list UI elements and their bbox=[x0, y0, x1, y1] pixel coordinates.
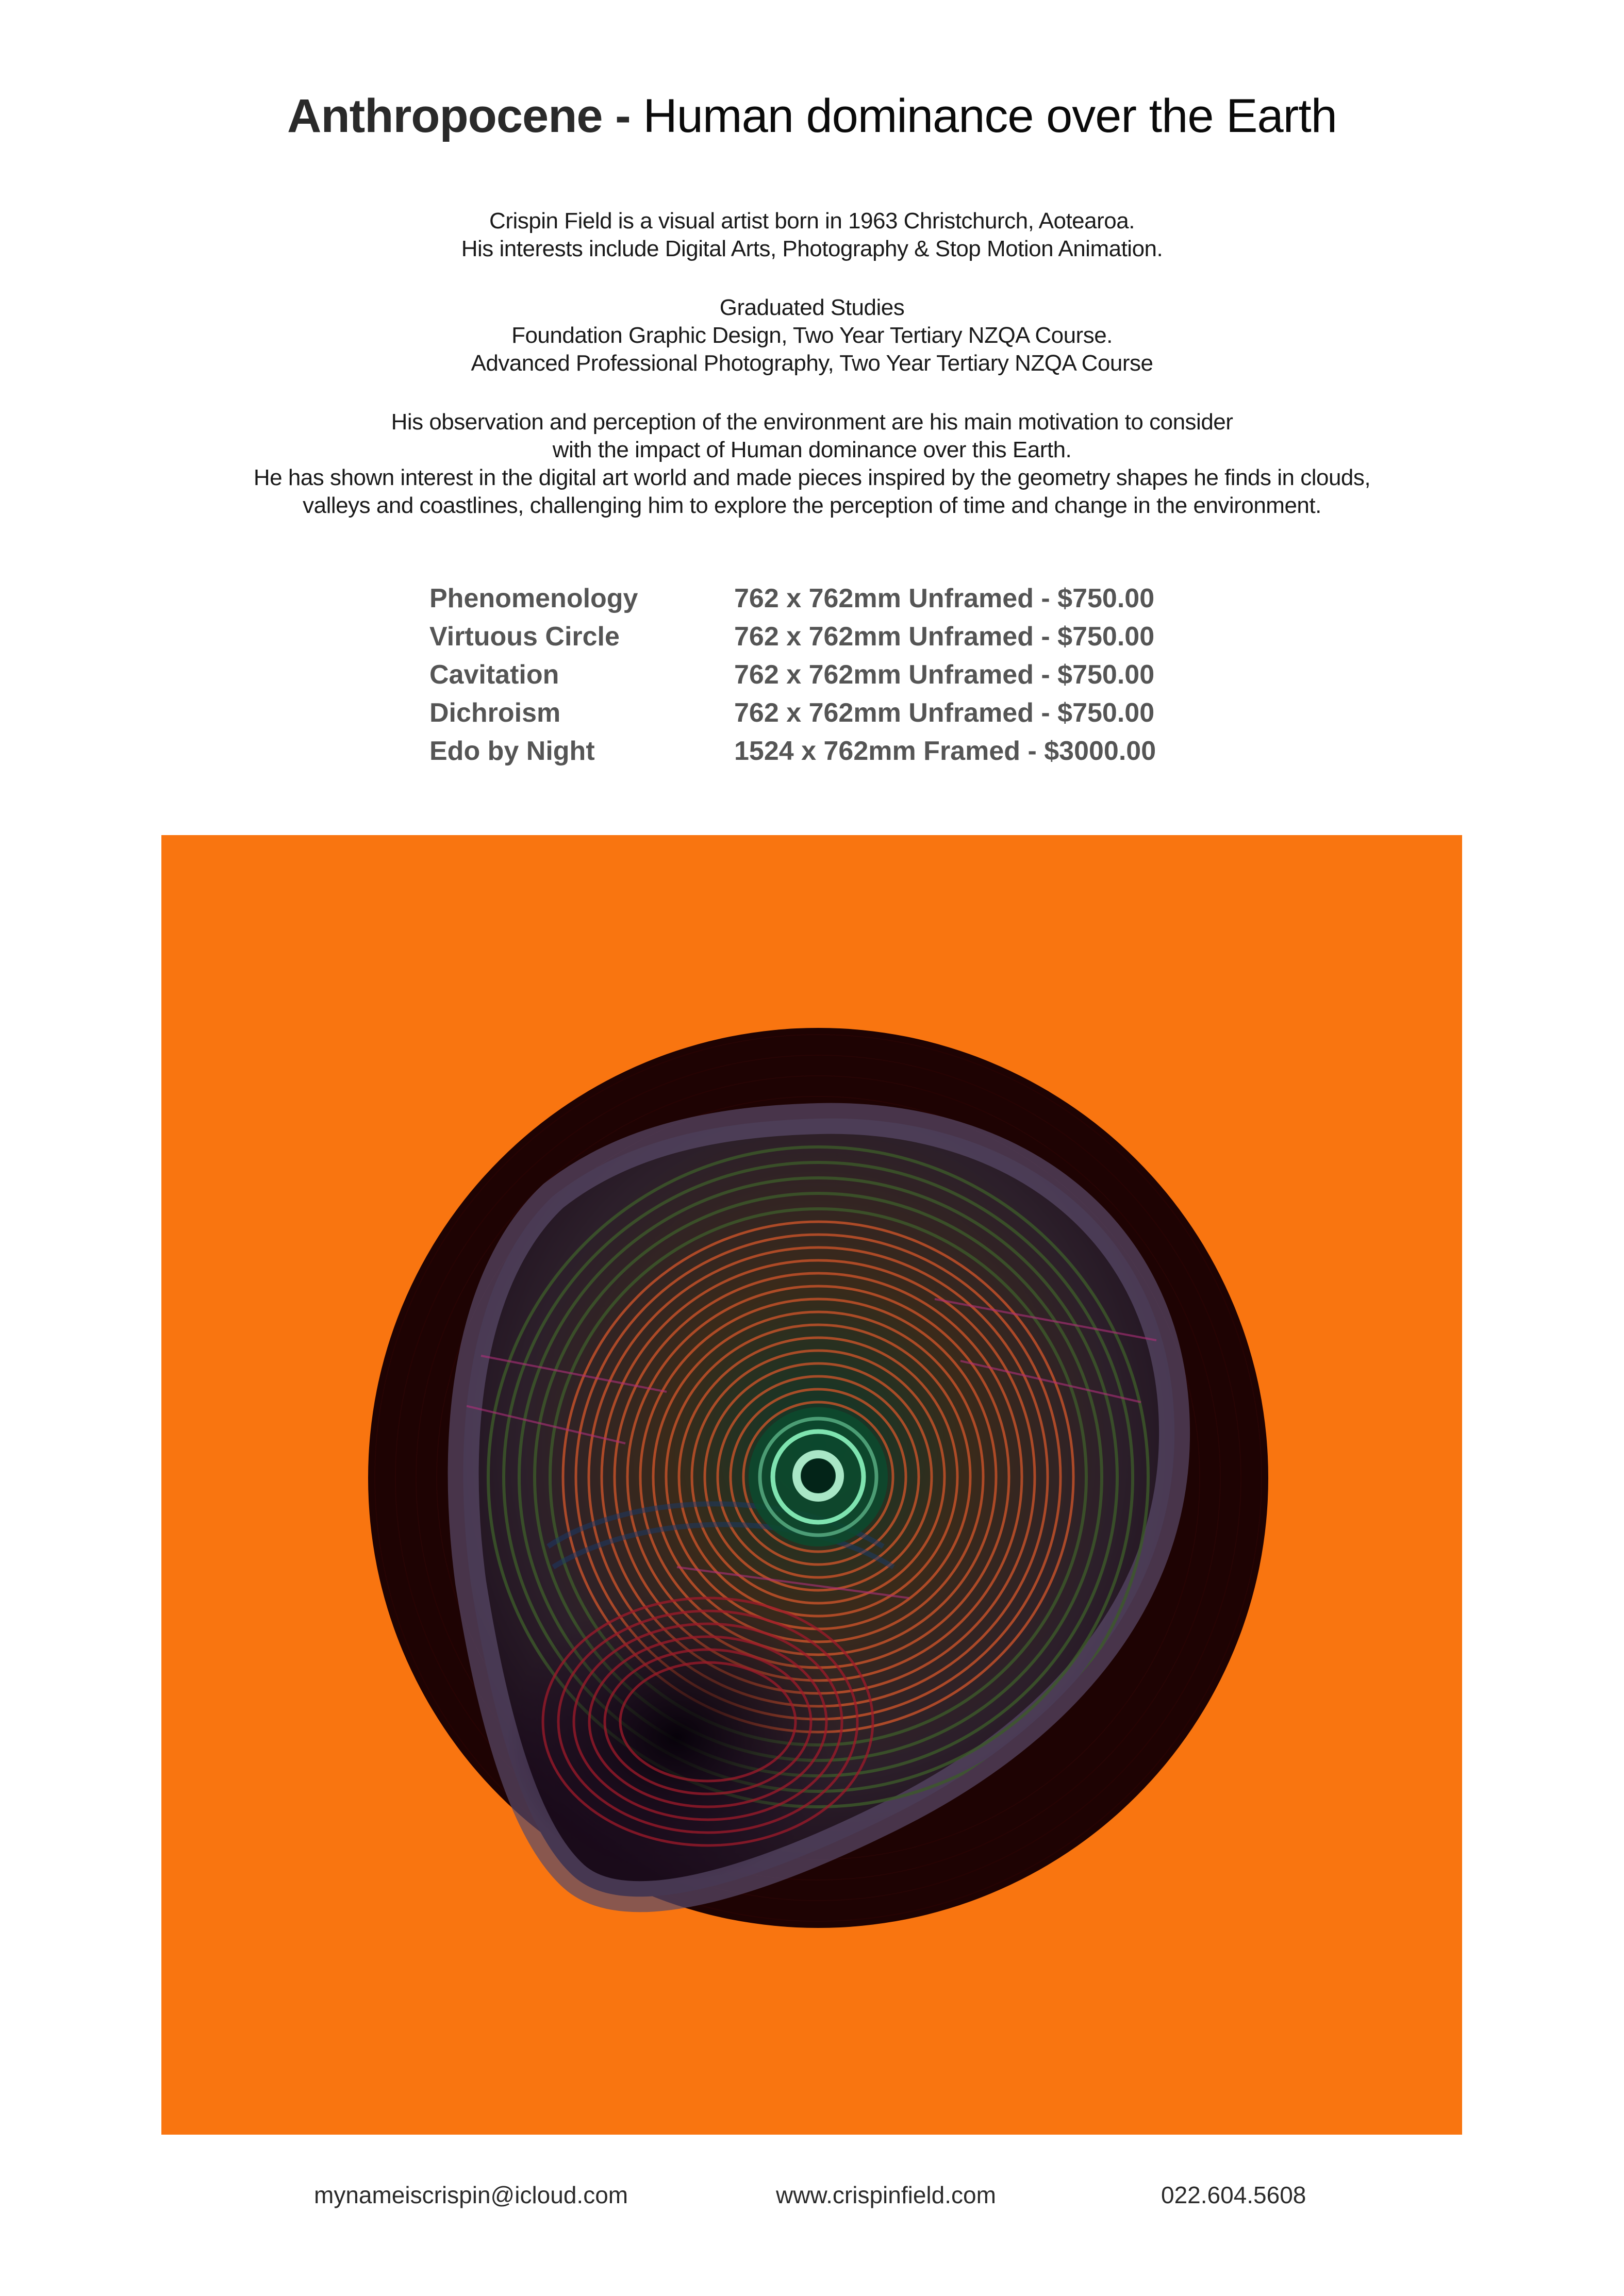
artwork-size-price: 762 x 762mm Unframed - $750.00 bbox=[734, 698, 1155, 728]
studies-line: Advanced Professional Photography, Two Year Tertiary NZQA Course bbox=[471, 351, 1153, 376]
price-row bbox=[429, 732, 1203, 770]
statement-line: He has shown interest in the digital art world and made pieces inspired by the geometry shapes he finds in clouds, bbox=[253, 465, 1371, 490]
title-subtitle-part: Human dominance over the Earth bbox=[643, 90, 1337, 142]
artwork-size-price: 762 x 762mm Unframed - $750.00 bbox=[734, 622, 1155, 652]
artwork-title: Cavitation bbox=[429, 660, 559, 690]
artwork-graphic bbox=[161, 835, 1462, 2135]
artwork-title: Dichroism bbox=[429, 698, 561, 728]
page-title bbox=[0, 82, 1624, 149]
contact-phone: 022.604.5608 bbox=[1161, 2182, 1306, 2208]
artwork-title: Phenomenology bbox=[429, 584, 638, 613]
statement-line: His observation and perception of the environment are his main motivation to consider bbox=[391, 409, 1233, 435]
artwork-size-price: 762 x 762mm Unframed - $750.00 bbox=[734, 584, 1155, 613]
price-row bbox=[429, 656, 1203, 694]
price-list bbox=[429, 579, 1203, 770]
price-row bbox=[429, 579, 1203, 618]
graduated-studies bbox=[0, 294, 1624, 377]
studies-heading: Graduated Studies bbox=[719, 295, 905, 320]
artist-statement bbox=[0, 408, 1624, 520]
price-row bbox=[429, 694, 1203, 732]
contact-website[interactable]: www.crispinfield.com bbox=[776, 2182, 996, 2208]
title-bold-part: Anthropocene - bbox=[287, 90, 631, 142]
artwork-size-price: 1524 x 762mm Framed - $3000.00 bbox=[734, 736, 1156, 766]
artwork-title: Edo by Night bbox=[429, 736, 595, 766]
artist-intro bbox=[0, 207, 1624, 263]
statement-line: valleys and coastlines, challenging him to explore the perception of time and change in the environment. bbox=[303, 493, 1321, 518]
artwork-image bbox=[161, 835, 1462, 2135]
intro-line: Crispin Field is a visual artist born in 1963 Christchurch, Aotearoa. bbox=[489, 208, 1135, 234]
artwork-size-price: 762 x 762mm Unframed - $750.00 bbox=[734, 660, 1155, 690]
artwork-title: Virtuous Circle bbox=[429, 622, 620, 652]
intro-line: His interests include Digital Arts, Photography & Stop Motion Animation. bbox=[461, 236, 1163, 261]
contact-email[interactable]: mynameiscrispin@icloud.com bbox=[314, 2182, 628, 2208]
price-row bbox=[429, 618, 1203, 656]
studies-line: Foundation Graphic Design, Two Year Tertiary NZQA Course. bbox=[511, 323, 1113, 348]
statement-line: with the impact of Human dominance over this Earth. bbox=[552, 437, 1072, 462]
